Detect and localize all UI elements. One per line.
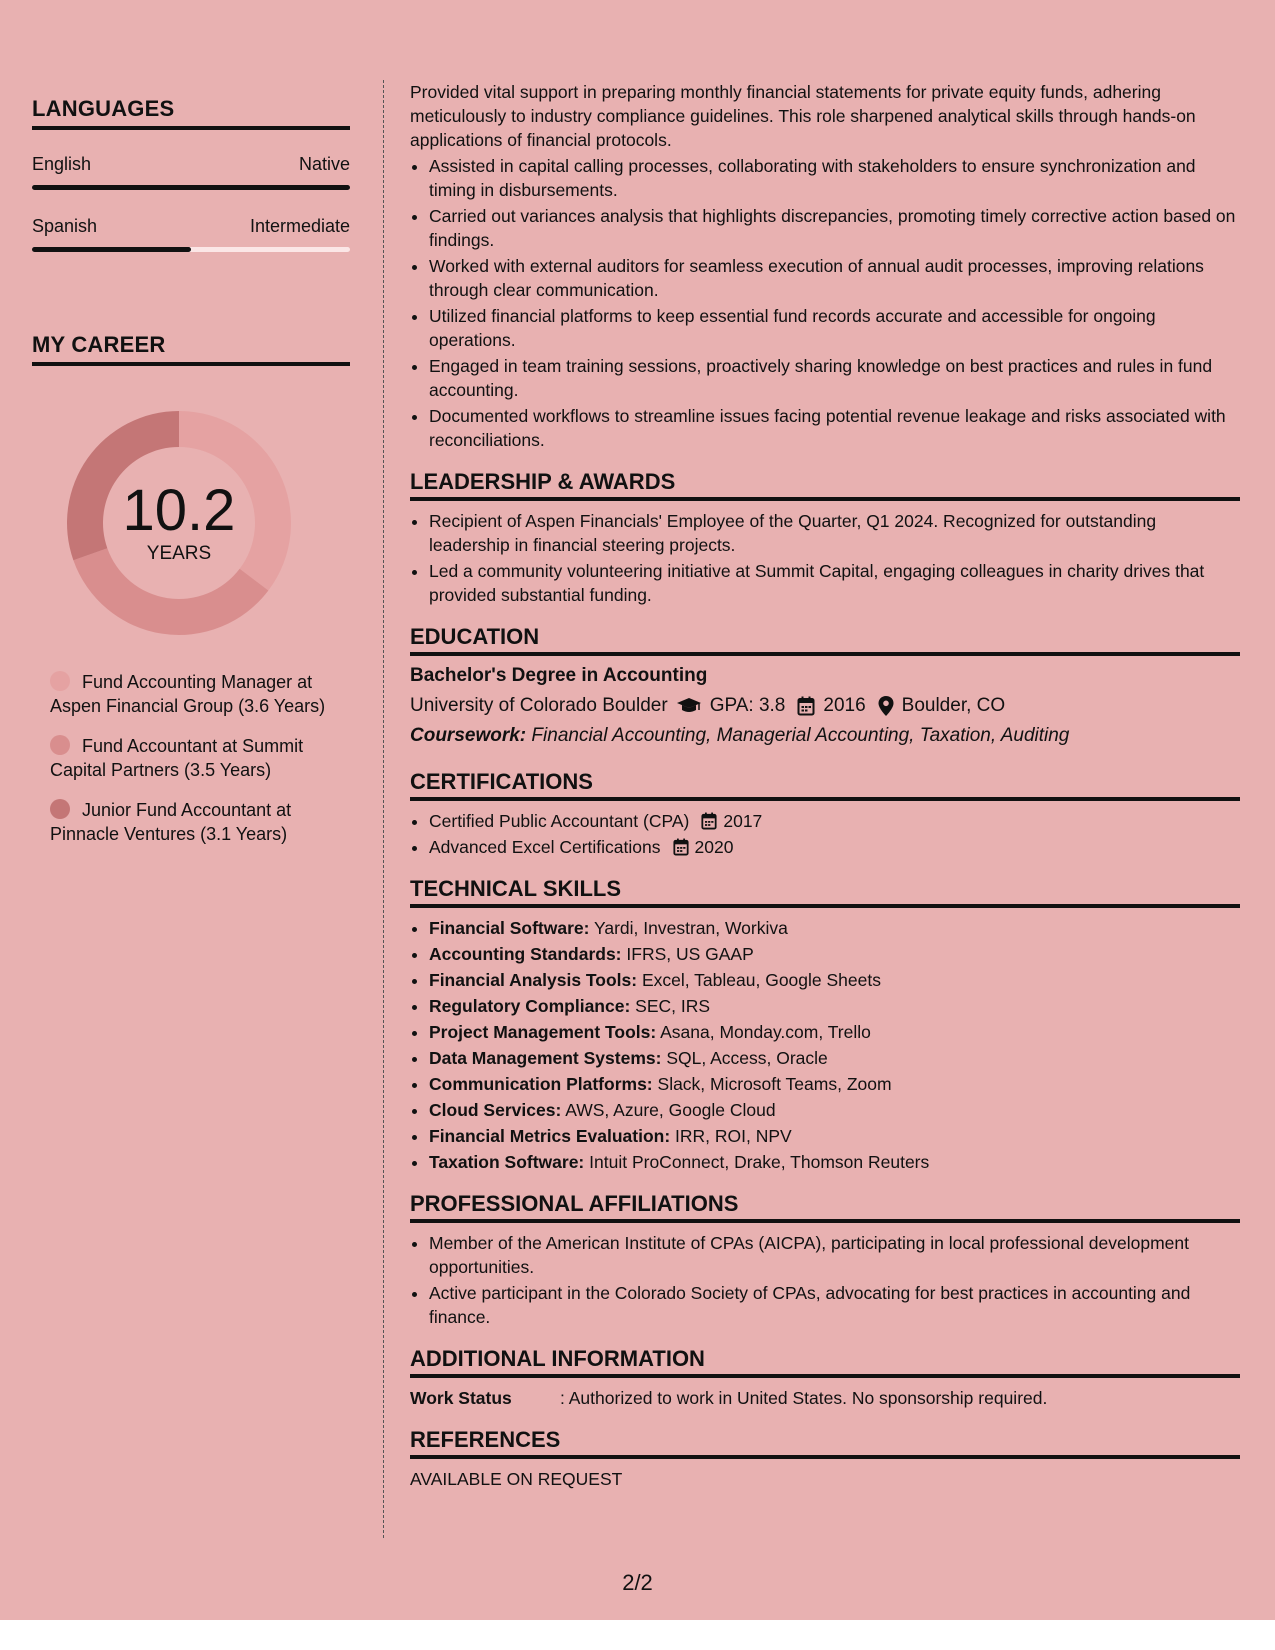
skill-item — [429, 1098, 1240, 1122]
list-item: • Member of the American Institute of CPAs (AICPA), participating in local professional development opportunities. — [429, 1231, 1240, 1279]
legend-dot — [50, 735, 70, 755]
skill-label: Regulatory Compliance: — [429, 996, 631, 1016]
skill-value: Yardi, Investran, Workiva — [594, 918, 788, 938]
skill-value: Intuit ProConnect, Drake, Thomson Reuters — [589, 1152, 930, 1172]
list-item: • Led a community volunteering initiative at Summit Capital, engaging colleagues in charity drives that provided substantial funding. — [429, 559, 1240, 607]
skill-item — [429, 1150, 1240, 1174]
list-item: • Engaged in team training sessions, proactively sharing knowledge on best practices and rules in fund accounting. — [429, 354, 1240, 402]
skill-item — [429, 916, 1240, 940]
education-location: Boulder, CO — [901, 695, 1006, 716]
affiliations-bullets — [410, 1231, 1240, 1329]
languages-title: LANGUAGES — [32, 96, 350, 130]
language-bar-fill — [32, 185, 350, 190]
column-divider — [383, 80, 384, 1538]
skill-value: IRR, ROI, NPV — [675, 1126, 792, 1146]
list-item: • Assisted in capital calling processes, collaborating with stakeholders to ensure synchronization and timing in disbursements. — [429, 154, 1240, 202]
skill-value: AWS, Azure, Google Cloud — [565, 1100, 776, 1120]
certification-year: 2020 — [694, 837, 734, 857]
page-number: 2/2 — [622, 1570, 653, 1595]
skill-label: Data Management Systems: — [429, 1048, 662, 1068]
certification-name: • Advanced Excel Certifications — [429, 837, 661, 857]
language-level: Native — [298, 154, 350, 174]
skill-label: Project Management Tools: — [429, 1022, 657, 1042]
affiliations-title: PROFESSIONAL AFFILIATIONS — [410, 1192, 1240, 1223]
list-item: • Carried out variances analysis that highlights discrepancies, promoting timely corrective action based on findings. — [429, 204, 1240, 252]
skill-value: Excel, Tableau, Google Sheets — [641, 970, 881, 990]
language-spanish — [32, 216, 350, 252]
education-details — [410, 694, 1240, 718]
legend-item — [50, 670, 340, 718]
certification-item — [429, 809, 1240, 833]
skill-label: Cloud Services: — [429, 1100, 562, 1120]
certification-name: • Certified Public Accountant (CPA) — [429, 811, 690, 831]
skill-item — [429, 1072, 1240, 1096]
skill-label: Communication Platforms: — [429, 1074, 653, 1094]
skill-label: Accounting Standards: — [429, 944, 622, 964]
graduation-cap-icon — [676, 697, 702, 715]
education-school: University of Colorado Boulder — [410, 695, 668, 716]
list-item: • Documented workflows to streamline issues facing potential revenue leakage and risks associated with reconciliations. — [429, 404, 1240, 452]
certification-year: 2017 — [723, 811, 763, 831]
certification-item — [429, 835, 1240, 859]
coursework-label: Coursework: — [410, 725, 527, 746]
career-title: MY CAREER — [32, 332, 350, 366]
skill-label: Financial Analysis Tools: — [429, 970, 638, 990]
work-status-row — [410, 1386, 1240, 1410]
language-bar — [32, 247, 350, 252]
page-bottom-margin — [0, 1620, 1275, 1650]
list-item: • Utilized financial platforms to keep essential fund records accurate and accessible for ongoing operations. — [429, 304, 1240, 352]
experience-intro: Provided vital support in preparing monthly financial statements for private equity funds, adhering meticulously to industry compliance guidelines. This role sharpened analytical skills through hands-on applications of financial protocols. — [410, 82, 1196, 150]
skill-value: SQL, Access, Oracle — [666, 1048, 828, 1068]
legend-item — [50, 798, 340, 846]
list-item: • Active participant in the Colorado Society of CPAs, advocating for best practices in accounting and finance. — [429, 1281, 1240, 1329]
skills-title: TECHNICAL SKILLS — [410, 877, 1240, 908]
skill-item — [429, 1020, 1240, 1044]
education-year: 2016 — [823, 695, 866, 716]
calendar-icon — [797, 696, 815, 716]
skill-item — [429, 1046, 1240, 1070]
experience-bullets — [410, 154, 1240, 452]
certifications-title: CERTIFICATIONS — [410, 770, 1240, 801]
leadership-title: LEADERSHIP & AWARDS — [410, 470, 1240, 501]
education-degree: Bachelor's Degree in Accounting — [410, 665, 708, 686]
work-status-label: Work Status — [410, 1388, 512, 1408]
list-item: • Worked with external auditors for seamless execution of annual audit processes, improving relations through clear communication. — [429, 254, 1240, 302]
skill-value: IFRS, US GAAP — [626, 944, 754, 964]
education-gpa: GPA: 3.8 — [709, 695, 786, 716]
skill-value: Asana, Monday.com, Trello — [660, 1022, 871, 1042]
skill-item — [429, 994, 1240, 1018]
skill-label: Financial Metrics Evaluation: — [429, 1126, 671, 1146]
legend-label: Junior Fund Accountant at Pinnacle Ventures (3.1 Years) — [50, 800, 292, 844]
skill-item — [429, 1124, 1240, 1148]
legend-label: Fund Accounting Manager at Aspen Financial Group (3.6 Years) — [50, 672, 326, 716]
career-total-value: 10.2 — [122, 478, 236, 543]
language-name: English — [32, 154, 92, 174]
career-total-unit: YEARS — [146, 543, 212, 564]
skills-list — [410, 916, 1240, 1174]
career-legend — [50, 670, 340, 846]
legend-item — [50, 734, 340, 782]
additional-title: ADDITIONAL INFORMATION — [410, 1347, 1240, 1378]
left-column — [32, 96, 350, 862]
certifications-list — [410, 809, 1240, 859]
language-bar-fill — [32, 247, 191, 252]
language-english — [32, 154, 350, 190]
skill-item — [429, 968, 1240, 992]
calendar-icon — [673, 838, 689, 856]
legend-dot — [50, 799, 70, 819]
language-level: Intermediate — [249, 216, 350, 236]
language-name: Spanish — [32, 216, 98, 236]
work-status-value: : Authorized to work in United States. No sponsorship required. — [560, 1388, 1048, 1408]
education-coursework — [410, 724, 1240, 748]
skill-label: Financial Software: — [429, 918, 590, 938]
language-bar — [32, 185, 350, 190]
coursework-value: Financial Accounting, Managerial Accounting, Taxation, Auditing — [531, 725, 1070, 746]
location-pin-icon — [878, 696, 894, 716]
education-title: EDUCATION — [410, 625, 1240, 656]
list-item: • Recipient of Aspen Financials' Employee of the Quarter, Q1 2024. Recognized for outstanding leadership in financial steering projects. — [429, 509, 1240, 557]
skill-value: Slack, Microsoft Teams, Zoom — [657, 1074, 892, 1094]
skill-value: SEC, IRS — [635, 996, 711, 1016]
references-title: REFERENCES — [410, 1428, 1240, 1459]
skill-item — [429, 942, 1240, 966]
right-column — [410, 80, 1240, 1491]
legend-label: Fund Accountant at Summit Capital Partners (3.5 Years) — [50, 736, 304, 780]
leadership-bullets — [410, 509, 1240, 607]
references-text: AVAILABLE ON REQUEST — [410, 1469, 623, 1489]
skill-label: Taxation Software: — [429, 1152, 585, 1172]
calendar-icon — [701, 812, 717, 830]
career-donut-chart — [66, 410, 292, 636]
legend-dot — [50, 671, 70, 691]
